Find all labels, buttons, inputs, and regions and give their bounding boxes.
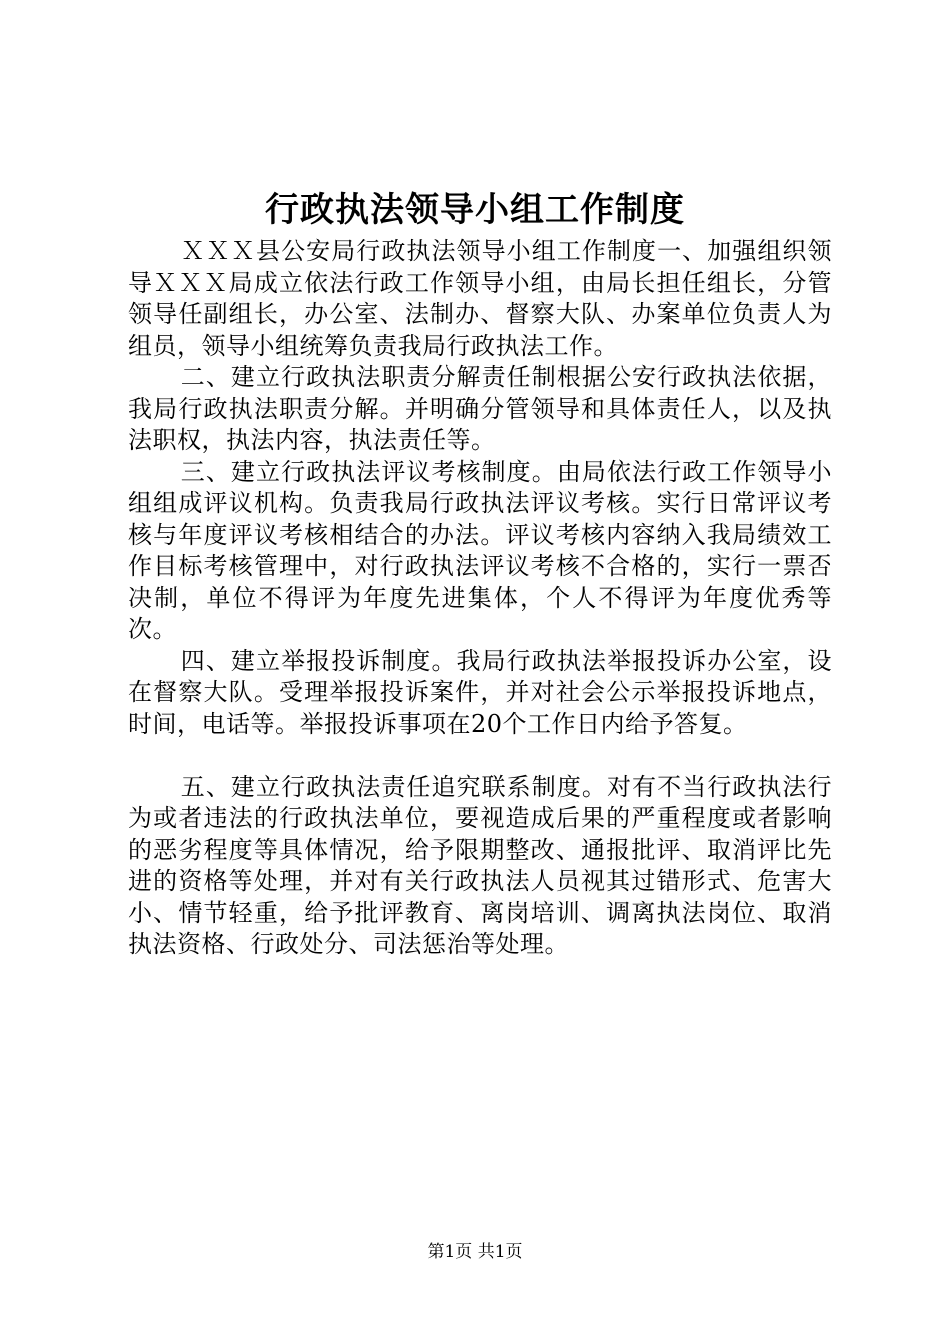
paragraph-4: 四、建立举报投诉制度。我局行政执法举报投诉办公室，设在督察大队。受理举报投诉案件，并对社会公示举报投诉地点，时间，电话等。举报投诉事项在20个工作日内给予答复。 (128, 646, 832, 738)
paragraph-1: ＸＸＸ县公安局行政执法领导小组工作制度一、加强组织领导ＸＸＸ局成立依法行政工作领导小组，由局长担任组长，分管领导任副组长，办公室、法制办、督察大队、办案单位负责人为组员，领导小组统筹负责我局行政执法工作。 (128, 237, 832, 360)
document-body (128, 236, 832, 961)
document-title: 行政执法领导小组工作制度 (265, 190, 685, 230)
page-number: 第1页 共1页 (427, 1242, 523, 1262)
paragraph-3: 三、建立行政执法评议考核制度。由局依法行政工作领导小组组成评议机构。负责我局行政执法评议考核。实行日常评议考核与年度评议考核相结合的办法。评议考核内容纳入我局绩效工作目标考核管理中，对行政执法评议考核不合格的，实行一票否决制，单位不得评为年度先进集体，个人不得评为年度优秀等次。 (128, 457, 832, 643)
paragraph-2: 二、建立行政执法职责分解责任制根据公安行政执法依据，我局行政执法职责分解。并明确分管领导和具体责任人，以及执法职权，执法内容，执法责任等。 (128, 363, 832, 454)
paragraph-5: 五、建立行政执法责任追究联系制度。对有不当行政执法行为或者违法的行政执法单位，要视造成后果的严重程度或者影响的恶劣程度等具体情况，给予限期整改、通报批评、取消评比先进的资格等处理，并对有关行政执法人员视其过错形式、危害大小、情节轻重，给予批评教育、离岗培训、调离执法岗位、取消执法资格、行政处分、司法惩治等处理。 (128, 772, 832, 958)
